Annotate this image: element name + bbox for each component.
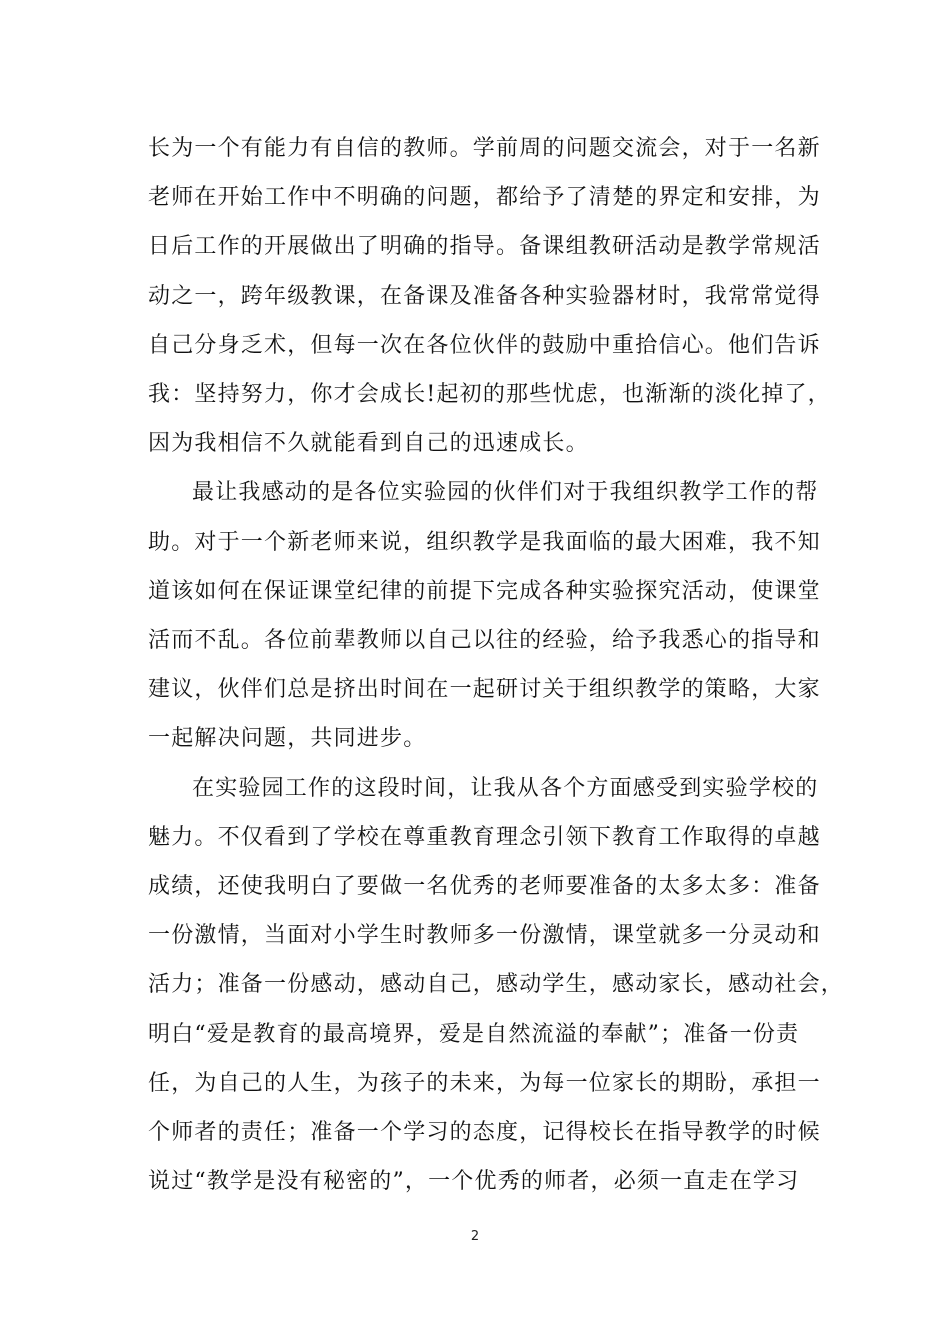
text-line: 说过“教学是没有秘密的”，一个优秀的师者，必须一直走在学习 — [148, 1169, 800, 1195]
paragraph-3 — [148, 764, 845, 1207]
text-line: 活力；准备一份感动，感动自己，感动学生，感动家长，感动社会， — [148, 972, 845, 998]
text-line: 任，为自己的人生，为孩子的未来，为每一位家长的期盼，承担一 — [148, 1070, 821, 1096]
text-line: 明白“爱是教育的最高境界，爱是自然流溢的奉献”；准备一份责 — [148, 1021, 800, 1047]
text-line: 魅力。不仅看到了学校在尊重教育理念引领下教育工作取得的卓越 — [148, 824, 821, 850]
text-line: 道该如何在保证课堂纪律的前提下完成各种实验探究活动，使课堂 — [148, 578, 821, 604]
text-line: 长为一个有能力有自信的教师。学前周的问题交流会，对于一名新 — [148, 136, 821, 161]
text-line: 动之一，跨年级教课，在备课及准备各种实验器材时，我常常觉得 — [148, 283, 821, 309]
text-line: 助。对于一个新老师来说，组织教学是我面临的最大困难，我不知 — [148, 529, 821, 555]
text-line: 建议，伙伴们总是挤出时间在一起研讨关于组织教学的策略，大家 — [148, 677, 821, 703]
text-line: 成绩，还使我明白了要做一名优秀的老师要准备的太多太多：准备 — [148, 874, 821, 900]
text-line: 一起解决问题，共同进步。 — [148, 726, 427, 752]
text-line: 老师在开始工作中不明确的问题，都给予了清楚的界定和安排，为 — [148, 185, 821, 211]
text-line: 日后工作的开展做出了明确的指导。备课组教研活动是教学常规活 — [148, 234, 821, 260]
paragraph-1 — [148, 124, 831, 468]
text-line: 最让我感动的是各位实验园的伙伴们对于我组织教学工作的帮 — [192, 480, 819, 506]
text-line: 因为我相信不久就能看到自己的迅速成长。 — [148, 431, 589, 457]
body-text — [148, 124, 845, 1206]
page-number: 2 — [470, 1229, 480, 1244]
text-line: 活而不乱。各位前辈教师以自己以往的经验，给予我悉心的指导和 — [148, 628, 821, 654]
text-line: 个师者的责任；准备一个学习的态度，记得校长在指导教学的时候 — [148, 1120, 821, 1146]
text-line: 自己分身乏术，但每一次在各位伙伴的鼓励中重拾信心。他们告诉 — [148, 332, 821, 358]
text-line: 一份激情，当面对小学生时教师多一份激情，课堂就多一分灵动和 — [148, 923, 821, 949]
text-line: 在实验园工作的这段时间，让我从各个方面感受到实验学校的 — [192, 775, 819, 801]
text-line: 我：坚持努力，你才会成长!起初的那些忧虑，也渐渐的淡化掉了， — [148, 382, 831, 408]
paragraph-2 — [148, 468, 821, 763]
